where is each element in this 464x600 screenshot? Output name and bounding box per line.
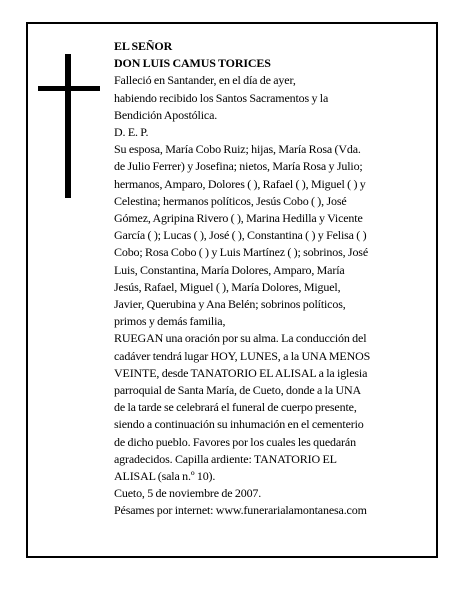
body-line: RUEGAN una oración por su alma. La conducción del	[114, 331, 367, 346]
heading-title: EL SEÑOR	[114, 39, 173, 53]
body-line: habiendo recibido los Santos Sacramentos y la	[114, 90, 329, 105]
body-line: Luis, Constantina, María Dolores, Amparo, María	[114, 262, 345, 277]
body-line: Jesús, Rafael, Miguel ( ), María Dolores, Miguel,	[114, 279, 341, 294]
body-line: García ( ); Lucas ( ), José ( ), Constantina ( ) y Felisa ( )	[114, 228, 367, 243]
cross-horizontal-bar	[38, 86, 100, 91]
obituary-text	[114, 38, 426, 520]
cross-vertical-bar	[65, 54, 71, 198]
body-line: Falleció en Santander, en el día de ayer,	[114, 73, 296, 88]
body-line: cadáver tendrá lugar HOY, LUNES, a la UNA MENOS	[114, 348, 371, 363]
body-line: Pésames por internet: www.funerarialamontanesa.com	[114, 503, 367, 518]
body-line: de dicho pueblo. Favores por los cuales les quedarán	[114, 434, 356, 449]
body-line: de la tarde se celebrará el funeral de cuerpo presente,	[114, 400, 357, 415]
body-line: hermanos, Amparo, Dolores ( ), Rafael ( ), Miguel ( ) y	[114, 176, 366, 191]
body-line: de Julio Ferrer) y Josefina; nietos, María Rosa y Julio;	[114, 159, 363, 174]
body-line: agradecidos. Capilla ardiente: TANATORIO EL	[114, 451, 337, 466]
body-line: Su esposa, María Cobo Ruiz; hijas, María Rosa (Vda.	[114, 142, 361, 157]
body-line: ALISAL (sala n.º 10).	[114, 469, 216, 484]
body-line: primos y demás familia,	[114, 314, 226, 329]
body-line: Gómez, Agripina Rivero ( ), Marina Hedilla y Vicente	[114, 211, 363, 226]
body-line: Celestina; hermanos políticos, Jesús Cobo ( ), José	[114, 193, 347, 208]
body-line: siendo a continuación su inhumación en el cementerio	[114, 417, 364, 432]
body-line: VEINTE, desde TANATORIO EL ALISAL a la iglesia	[114, 365, 368, 380]
body-line: Javier, Querubina y Ana Belén; sobrinos políticos,	[114, 297, 346, 312]
body-line: Cueto, 5 de noviembre de 2007.	[114, 486, 262, 501]
body-line: parroquial de Santa María, de Cueto, donde a la UNA	[114, 383, 362, 398]
cross-icon	[38, 54, 100, 198]
body-line: Cobo; Rosa Cobo ( ) y Luis Martínez ( ); sobrinos, José	[114, 245, 368, 260]
body-line: Bendición Apostólica.	[114, 107, 218, 122]
body-line: D. E. P.	[114, 125, 149, 140]
deceased-name: DON LUIS CAMUS TORICES	[114, 56, 271, 71]
